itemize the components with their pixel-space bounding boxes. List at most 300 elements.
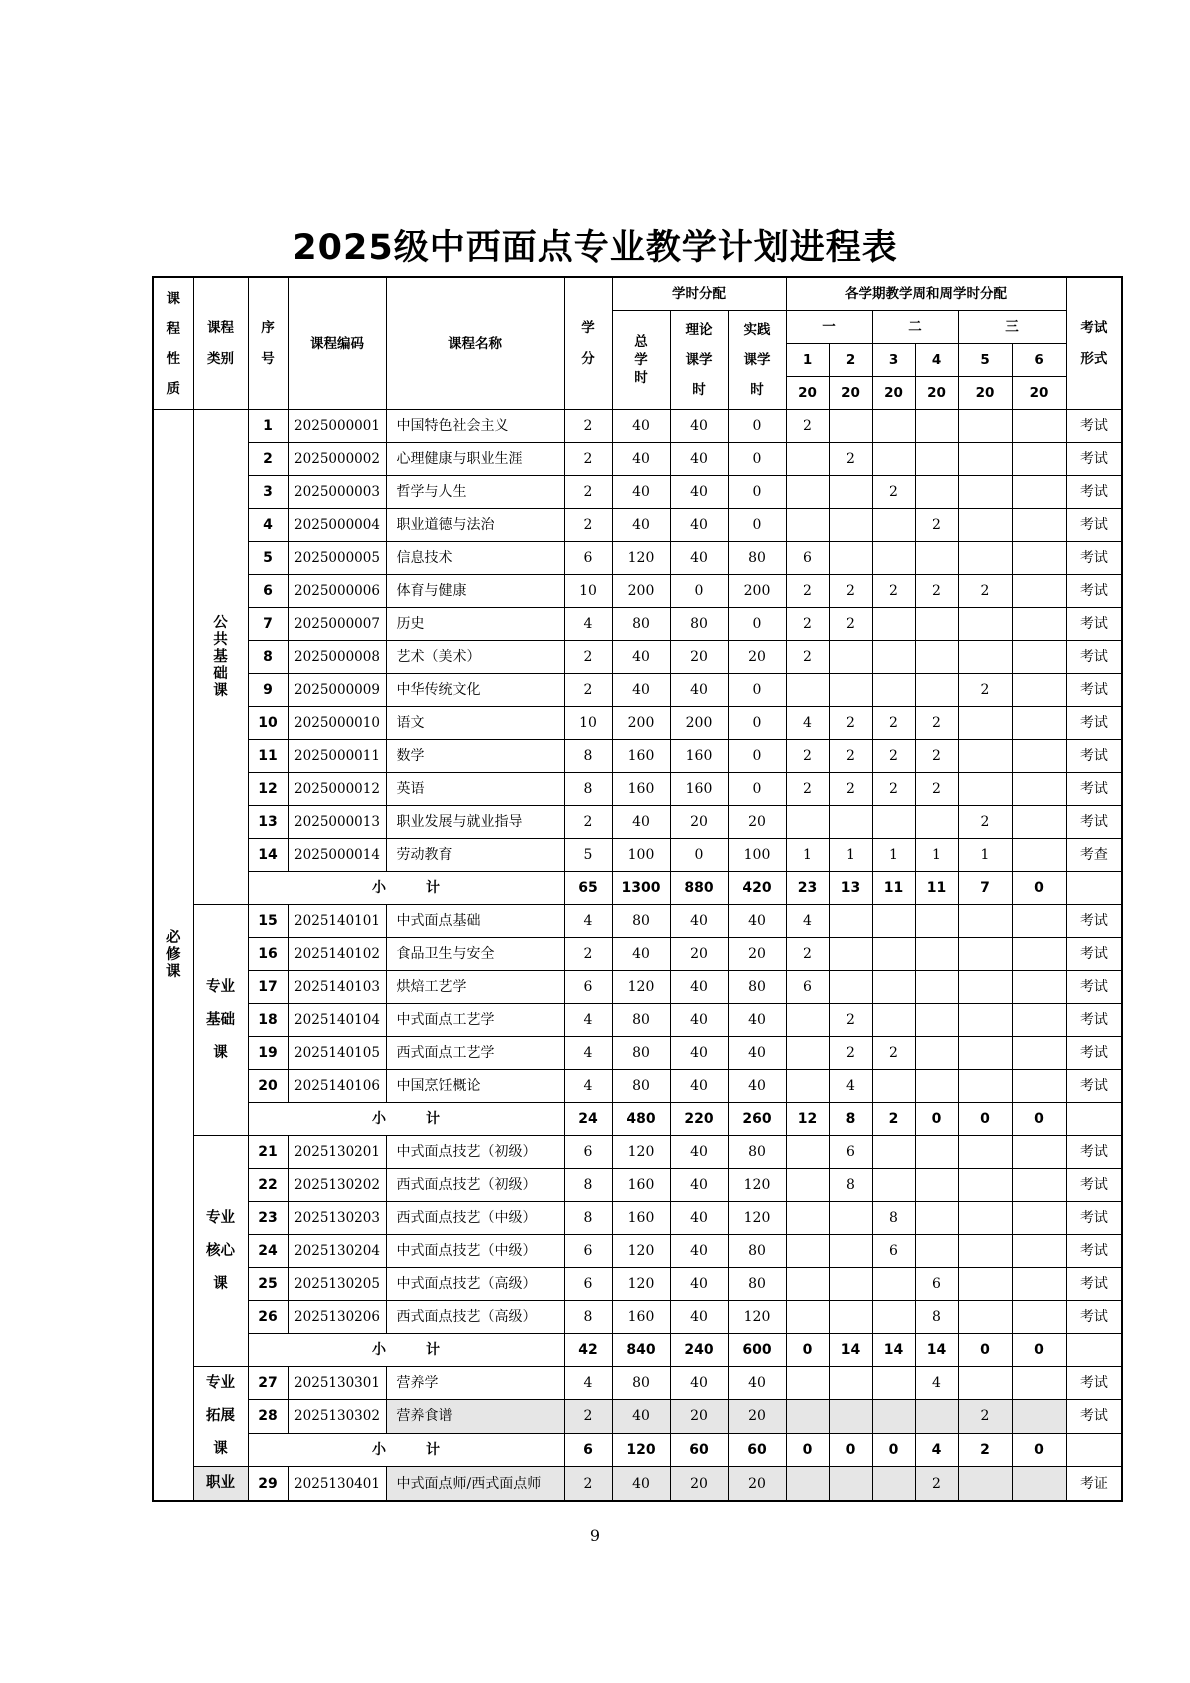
semester-hours — [872, 1004, 915, 1037]
header-semester: 3 — [872, 344, 915, 377]
course-code: 2025140104 — [288, 1004, 386, 1037]
course-credit: 4 — [564, 905, 612, 938]
course-practice-hours: 0 — [728, 476, 786, 509]
semester-hours: 2 — [958, 674, 1012, 707]
subtotal-semester-hours: 2 — [958, 1433, 1012, 1466]
course-theory-hours: 0 — [670, 575, 728, 608]
course-credit: 6 — [564, 1136, 612, 1169]
header-code: 课程编码 — [288, 277, 386, 410]
course-name: 中式面点工艺学 — [386, 1004, 564, 1037]
header-year-1: 一 — [786, 311, 872, 344]
subtotal-semester-hours: 0 — [1012, 1334, 1066, 1367]
subtotal-row — [153, 872, 1122, 905]
subtotal-practice-hours: 60 — [728, 1433, 786, 1466]
subtotal-label-part: 计 — [426, 1342, 440, 1358]
semester-hours — [915, 806, 958, 839]
page-number: 9 — [589, 1526, 601, 1545]
semester-hours — [958, 410, 1012, 443]
semester-hours — [829, 1202, 872, 1235]
course-credit: 2 — [564, 1467, 612, 1502]
course-nature-cell — [153, 410, 193, 1502]
semester-hours — [829, 410, 872, 443]
course-practice-hours: 0 — [728, 740, 786, 773]
semester-hours — [1012, 1169, 1066, 1202]
course-code: 2025000005 — [288, 542, 386, 575]
course-code: 2025000006 — [288, 575, 386, 608]
course-name: 数学 — [386, 740, 564, 773]
semester-hours — [915, 410, 958, 443]
semester-hours: 6 — [786, 971, 829, 1004]
subtotal-total-hours: 1300 — [612, 872, 670, 905]
course-total-hours: 40 — [612, 476, 670, 509]
semester-hours — [1012, 773, 1066, 806]
semester-hours: 2 — [786, 641, 829, 674]
semester-hours: 6 — [872, 1235, 915, 1268]
course-theory-hours: 40 — [670, 1235, 728, 1268]
semester-hours: 1 — [786, 839, 829, 872]
course-theory-hours: 40 — [670, 674, 728, 707]
subtotal-semester-hours: 8 — [829, 1103, 872, 1136]
course-seq: 23 — [248, 1202, 288, 1235]
course-credit: 2 — [564, 410, 612, 443]
subtotal-semester-hours: 23 — [786, 872, 829, 905]
course-theory-hours: 40 — [670, 1301, 728, 1334]
table-row — [153, 542, 1122, 575]
course-practice-hours: 20 — [728, 806, 786, 839]
course-seq: 18 — [248, 1004, 288, 1037]
course-exam-form: 考试 — [1066, 773, 1122, 806]
course-practice-hours: 80 — [728, 1235, 786, 1268]
semester-hours: 2 — [872, 707, 915, 740]
semester-hours — [1012, 1467, 1066, 1502]
course-total-hours: 160 — [612, 1169, 670, 1202]
semester-hours: 2 — [786, 410, 829, 443]
subtotal-semester-hours: 0 — [872, 1433, 915, 1466]
course-seq: 7 — [248, 608, 288, 641]
semester-hours: 2 — [958, 1400, 1012, 1433]
header-nature — [153, 277, 193, 410]
semester-hours — [872, 542, 915, 575]
course-seq: 1 — [248, 410, 288, 443]
course-name: 食品卫生与安全 — [386, 938, 564, 971]
course-name: 职业发展与就业指导 — [386, 806, 564, 839]
course-credit: 4 — [564, 608, 612, 641]
course-exam-form: 考试 — [1066, 740, 1122, 773]
course-category-label: 专业基础课 — [206, 978, 235, 1061]
semester-hours — [872, 938, 915, 971]
course-exam-form: 考试 — [1066, 476, 1122, 509]
semester-hours — [958, 938, 1012, 971]
semester-hours — [958, 1235, 1012, 1268]
course-seq: 11 — [248, 740, 288, 773]
course-exam-form: 考试 — [1066, 1202, 1122, 1235]
course-name: 烘焙工艺学 — [386, 971, 564, 1004]
course-practice-hours: 20 — [728, 1467, 786, 1502]
course-exam-form: 考试 — [1066, 1268, 1122, 1301]
course-name: 英语 — [386, 773, 564, 806]
semester-hours: 2 — [915, 773, 958, 806]
semester-hours — [1012, 1004, 1066, 1037]
table-row — [153, 476, 1122, 509]
semester-hours — [1012, 410, 1066, 443]
semester-hours — [872, 1070, 915, 1103]
semester-hours — [829, 806, 872, 839]
table-body — [153, 410, 1122, 1502]
course-theory-hours: 40 — [670, 476, 728, 509]
subtotal-exam-empty — [1066, 1103, 1122, 1136]
semester-hours — [872, 806, 915, 839]
header-semester: 6 — [1012, 344, 1066, 377]
course-code: 2025140106 — [288, 1070, 386, 1103]
course-exam-form: 考试 — [1066, 542, 1122, 575]
course-total-hours: 160 — [612, 1202, 670, 1235]
subtotal-credit: 65 — [564, 872, 612, 905]
course-theory-hours: 40 — [670, 509, 728, 542]
semester-hours — [872, 1301, 915, 1334]
course-credit: 2 — [564, 674, 612, 707]
semester-hours — [872, 1400, 915, 1433]
course-total-hours: 80 — [612, 1037, 670, 1070]
course-credit: 4 — [564, 1004, 612, 1037]
semester-hours — [958, 608, 1012, 641]
course-name: 中式面点技艺（高级） — [386, 1268, 564, 1301]
course-theory-hours: 40 — [670, 1004, 728, 1037]
course-code: 2025140105 — [288, 1037, 386, 1070]
course-code: 2025140102 — [288, 938, 386, 971]
semester-hours — [829, 641, 872, 674]
semester-hours — [1012, 740, 1066, 773]
course-code: 2025130202 — [288, 1169, 386, 1202]
table-row — [153, 509, 1122, 542]
course-credit: 2 — [564, 938, 612, 971]
subtotal-label-part: 计 — [426, 880, 440, 896]
course-theory-hours: 40 — [670, 1136, 728, 1169]
course-exam-form: 考试 — [1066, 509, 1122, 542]
course-name: 语文 — [386, 707, 564, 740]
semester-hours: 2 — [872, 740, 915, 773]
course-practice-hours: 40 — [728, 905, 786, 938]
course-code: 2025000012 — [288, 773, 386, 806]
course-code: 2025000004 — [288, 509, 386, 542]
course-exam-form: 考试 — [1066, 1136, 1122, 1169]
course-seq: 3 — [248, 476, 288, 509]
course-credit: 2 — [564, 806, 612, 839]
course-seq: 12 — [248, 773, 288, 806]
semester-hours: 2 — [786, 938, 829, 971]
semester-hours — [829, 1235, 872, 1268]
semester-hours: 2 — [872, 476, 915, 509]
course-code: 2025000014 — [288, 839, 386, 872]
table-row — [153, 1268, 1122, 1301]
subtotal-exam-empty — [1066, 1433, 1122, 1466]
table-row — [153, 1301, 1122, 1334]
course-credit: 6 — [564, 542, 612, 575]
subtotal-row — [153, 1103, 1122, 1136]
course-exam-form: 考试 — [1066, 1400, 1122, 1433]
semester-hours — [958, 971, 1012, 1004]
course-code: 2025130302 — [288, 1400, 386, 1433]
course-total-hours: 40 — [612, 509, 670, 542]
course-exam-form: 考试 — [1066, 575, 1122, 608]
course-category-label: 专业核心课 — [206, 1209, 235, 1292]
course-theory-hours: 40 — [670, 1037, 728, 1070]
semester-hours: 2 — [829, 575, 872, 608]
course-code: 2025130201 — [288, 1136, 386, 1169]
course-total-hours: 120 — [612, 1268, 670, 1301]
table-row — [153, 740, 1122, 773]
semester-hours: 2 — [829, 443, 872, 476]
course-code: 2025130206 — [288, 1301, 386, 1334]
course-seq: 16 — [248, 938, 288, 971]
header-semester: 2 — [829, 344, 872, 377]
course-seq: 29 — [248, 1467, 288, 1502]
course-exam-form: 考试 — [1066, 905, 1122, 938]
semester-hours — [958, 1004, 1012, 1037]
table-row — [153, 905, 1122, 938]
course-exam-form: 考试 — [1066, 443, 1122, 476]
course-code: 2025000002 — [288, 443, 386, 476]
semester-hours — [1012, 443, 1066, 476]
table-row — [153, 1467, 1122, 1502]
course-practice-hours: 120 — [728, 1169, 786, 1202]
course-name: 中国烹饪概论 — [386, 1070, 564, 1103]
course-theory-hours: 40 — [670, 443, 728, 476]
course-practice-hours: 40 — [728, 1070, 786, 1103]
course-practice-hours: 40 — [728, 1037, 786, 1070]
course-theory-hours: 40 — [670, 1169, 728, 1202]
course-total-hours: 80 — [612, 905, 670, 938]
course-theory-hours: 20 — [670, 641, 728, 674]
semester-hours: 2 — [915, 740, 958, 773]
semester-hours — [786, 674, 829, 707]
semester-hours: 4 — [829, 1070, 872, 1103]
semester-hours — [872, 509, 915, 542]
course-practice-hours: 80 — [728, 1136, 786, 1169]
subtotal-total-hours: 120 — [612, 1433, 670, 1466]
table-row — [153, 707, 1122, 740]
course-exam-form: 考试 — [1066, 1367, 1122, 1400]
course-total-hours: 40 — [612, 1400, 670, 1433]
semester-hours — [1012, 1136, 1066, 1169]
semester-hours: 2 — [915, 1467, 958, 1502]
header-weekly-group: 各学期教学周和周学时分配 — [786, 277, 1066, 311]
course-credit: 6 — [564, 971, 612, 1004]
course-practice-hours: 20 — [728, 641, 786, 674]
semester-hours — [1012, 971, 1066, 1004]
semester-hours — [829, 476, 872, 509]
course-theory-hours: 160 — [670, 773, 728, 806]
semester-hours — [786, 1467, 829, 1502]
semester-hours — [786, 1235, 829, 1268]
course-practice-hours: 20 — [728, 1400, 786, 1433]
course-seq: 17 — [248, 971, 288, 1004]
semester-hours: 4 — [786, 707, 829, 740]
table-header — [153, 277, 1122, 410]
course-seq: 14 — [248, 839, 288, 872]
course-exam-form: 考试 — [1066, 938, 1122, 971]
course-theory-hours: 20 — [670, 1400, 728, 1433]
semester-hours — [1012, 1202, 1066, 1235]
course-total-hours: 160 — [612, 1301, 670, 1334]
subtotal-row — [153, 1334, 1122, 1367]
semester-hours — [1012, 608, 1066, 641]
course-theory-hours: 160 — [670, 740, 728, 773]
table-row — [153, 938, 1122, 971]
subtotal-label — [248, 1433, 564, 1466]
semester-hours — [1012, 575, 1066, 608]
subtotal-theory-hours: 220 — [670, 1103, 728, 1136]
semester-hours — [915, 641, 958, 674]
course-code: 2025000013 — [288, 806, 386, 839]
subtotal-row — [153, 1433, 1122, 1466]
course-theory-hours: 40 — [670, 1268, 728, 1301]
semester-hours — [872, 905, 915, 938]
course-total-hours: 200 — [612, 707, 670, 740]
semester-hours — [829, 1467, 872, 1502]
course-theory-hours: 40 — [670, 410, 728, 443]
course-exam-form: 考试 — [1066, 1235, 1122, 1268]
course-practice-hours: 80 — [728, 971, 786, 1004]
semester-hours — [958, 542, 1012, 575]
semester-hours — [1012, 938, 1066, 971]
course-seq: 4 — [248, 509, 288, 542]
course-total-hours: 40 — [612, 674, 670, 707]
course-name: 中国特色社会主义 — [386, 410, 564, 443]
course-name: 西式面点技艺（初级） — [386, 1169, 564, 1202]
header-semester: 5 — [958, 344, 1012, 377]
course-practice-hours: 0 — [728, 410, 786, 443]
course-credit: 4 — [564, 1070, 612, 1103]
course-exam-form: 考试 — [1066, 1301, 1122, 1334]
course-practice-hours: 200 — [728, 575, 786, 608]
subtotal-semester-hours: 14 — [829, 1334, 872, 1367]
subtotal-credit: 42 — [564, 1334, 612, 1367]
semester-hours — [829, 905, 872, 938]
course-seq: 19 — [248, 1037, 288, 1070]
course-credit: 4 — [564, 1367, 612, 1400]
course-theory-hours: 40 — [670, 1202, 728, 1235]
course-theory-hours: 40 — [670, 971, 728, 1004]
table-row — [153, 1004, 1122, 1037]
semester-hours — [1012, 1070, 1066, 1103]
course-exam-form: 考试 — [1066, 674, 1122, 707]
course-name: 中式面点基础 — [386, 905, 564, 938]
semester-hours — [786, 1037, 829, 1070]
semester-hours — [829, 971, 872, 1004]
semester-hours: 2 — [786, 575, 829, 608]
header-name: 课程名称 — [386, 277, 564, 410]
course-seq: 26 — [248, 1301, 288, 1334]
table-row — [153, 1235, 1122, 1268]
course-practice-hours: 0 — [728, 707, 786, 740]
header-weeks: 20 — [872, 377, 915, 410]
subtotal-label-part: 小 — [372, 1441, 386, 1458]
course-practice-hours: 80 — [728, 542, 786, 575]
header-year-3: 三 — [958, 311, 1066, 344]
subtotal-label — [248, 1334, 564, 1367]
semester-hours — [958, 476, 1012, 509]
header-semester: 4 — [915, 344, 958, 377]
table-row — [153, 773, 1122, 806]
subtotal-practice-hours: 600 — [728, 1334, 786, 1367]
subtotal-semester-hours: 12 — [786, 1103, 829, 1136]
course-seq: 21 — [248, 1136, 288, 1169]
table-row — [153, 1136, 1122, 1169]
semester-hours — [915, 476, 958, 509]
subtotal-semester-hours: 13 — [829, 872, 872, 905]
header-weeks: 20 — [829, 377, 872, 410]
course-code: 2025140101 — [288, 905, 386, 938]
subtotal-semester-hours: 11 — [915, 872, 958, 905]
table-row — [153, 806, 1122, 839]
table-row — [153, 1070, 1122, 1103]
semester-hours — [872, 674, 915, 707]
semester-hours — [872, 1467, 915, 1502]
semester-hours: 8 — [829, 1169, 872, 1202]
course-credit: 2 — [564, 443, 612, 476]
course-total-hours: 80 — [612, 1367, 670, 1400]
header-weeks: 20 — [1012, 377, 1066, 410]
subtotal-semester-hours: 0 — [958, 1334, 1012, 1367]
course-total-hours: 80 — [612, 1004, 670, 1037]
semester-hours: 2 — [829, 1037, 872, 1070]
course-credit: 10 — [564, 707, 612, 740]
course-exam-form: 考试 — [1066, 1037, 1122, 1070]
course-seq: 6 — [248, 575, 288, 608]
course-theory-hours: 40 — [670, 1367, 728, 1400]
course-total-hours: 160 — [612, 773, 670, 806]
semester-hours — [829, 938, 872, 971]
semester-hours — [915, 971, 958, 1004]
course-total-hours: 40 — [612, 443, 670, 476]
header-exam: 考试形式 — [1066, 277, 1122, 410]
subtotal-semester-hours: 0 — [786, 1334, 829, 1367]
subtotal-label-part: 小 — [372, 1111, 386, 1127]
semester-hours — [786, 1202, 829, 1235]
course-name: 劳动教育 — [386, 839, 564, 872]
course-code: 2025000011 — [288, 740, 386, 773]
table-row — [153, 641, 1122, 674]
semester-hours — [958, 740, 1012, 773]
course-name: 西式面点工艺学 — [386, 1037, 564, 1070]
course-name: 中华传统文化 — [386, 674, 564, 707]
course-category-label: 公共基础课 — [213, 614, 228, 699]
course-theory-hours: 20 — [670, 1467, 728, 1502]
course-practice-hours: 0 — [728, 608, 786, 641]
semester-hours — [958, 443, 1012, 476]
semester-hours — [958, 1202, 1012, 1235]
course-practice-hours: 120 — [728, 1301, 786, 1334]
course-exam-form: 考试 — [1066, 641, 1122, 674]
subtotal-practice-hours: 260 — [728, 1103, 786, 1136]
subtotal-semester-hours: 0 — [1012, 1433, 1066, 1466]
semester-hours — [915, 1169, 958, 1202]
semester-hours: 8 — [915, 1301, 958, 1334]
course-total-hours: 40 — [612, 806, 670, 839]
course-name: 中式面点技艺（初级） — [386, 1136, 564, 1169]
semester-hours — [786, 509, 829, 542]
course-exam-form: 考试 — [1066, 806, 1122, 839]
subtotal-semester-hours: 0 — [958, 1103, 1012, 1136]
subtotal-exam-empty — [1066, 1334, 1122, 1367]
semester-hours — [872, 410, 915, 443]
course-code: 2025000007 — [288, 608, 386, 641]
semester-hours — [786, 1400, 829, 1433]
semester-hours — [1012, 542, 1066, 575]
course-code: 2025000010 — [288, 707, 386, 740]
course-theory-hours: 20 — [670, 938, 728, 971]
course-total-hours: 120 — [612, 542, 670, 575]
